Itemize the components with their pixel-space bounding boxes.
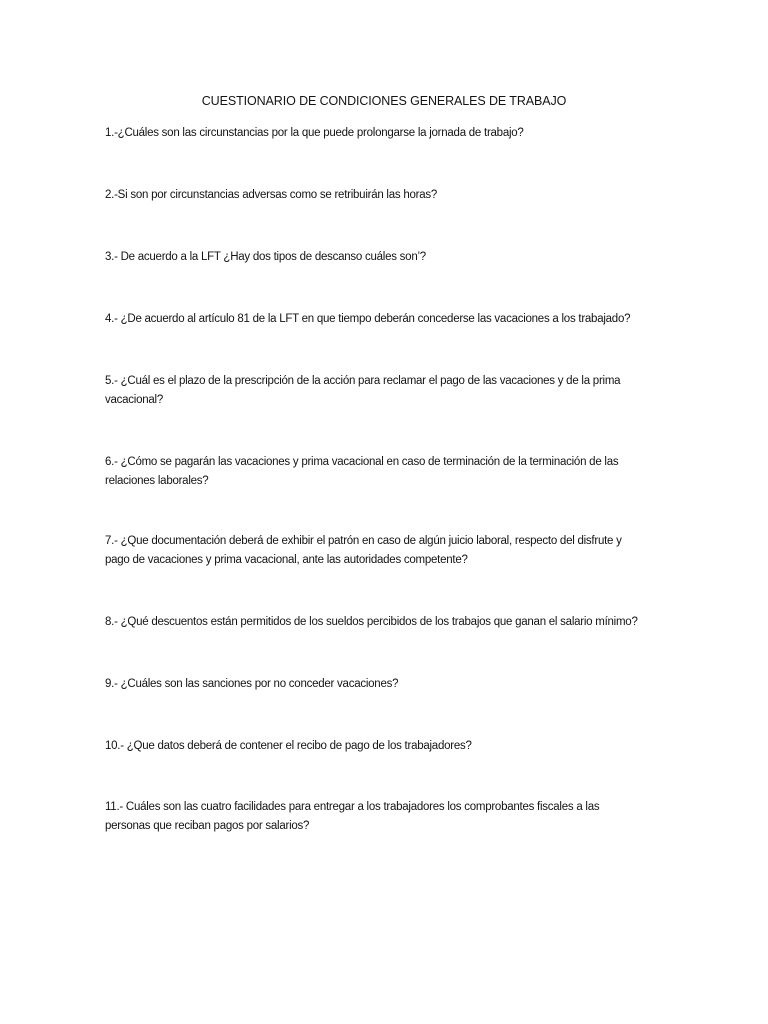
question-9 <box>105 675 680 694</box>
question-11 <box>105 798 680 836</box>
question-6 <box>105 453 680 491</box>
question-4 <box>105 310 680 329</box>
question-7-line-1: 7.- ¿Que documentación deberá de exhibir el patrón en caso de algún juicio laboral, respecto del disfrute y <box>105 535 622 547</box>
question-5 <box>105 372 680 410</box>
question-10-line-1: 10.- ¿Que datos deberá de contener el recibo de pago de los trabajadores? <box>105 740 472 752</box>
question-6-line-1: 6.- ¿Cómo se pagarán las vacaciones y prima vacacional en caso de terminación de la terminación de las <box>105 456 619 468</box>
document-title: CUESTIONARIO DE CONDICIONES GENERALES DE TRABAJO <box>201 94 567 108</box>
question-2 <box>105 186 680 205</box>
question-1 <box>105 124 680 143</box>
question-7 <box>105 532 680 570</box>
question-7-line-2: pago de vacaciones y prima vacacional, ante las autoridades competente? <box>105 554 468 566</box>
question-6-line-2: relaciones laborales? <box>105 475 209 487</box>
question-1-line-1: 1.-¿Cuáles son las circunstancias por la que puede prolongarse la jornada de trabajo? <box>105 127 524 139</box>
question-2-line-1: 2.-Si son por circunstancias adversas como se retribuirán las horas? <box>105 189 437 201</box>
question-9-line-1: 9.- ¿Cuáles son las sanciones por no conceder vacaciones? <box>105 678 399 690</box>
question-5-line-2: vacacional? <box>105 394 163 406</box>
question-3 <box>105 248 680 267</box>
question-8-line-1: 8.- ¿Qué descuentos están permitidos de los sueldos percibidos de los trabajos que ganan el salario mínimo? <box>105 616 638 628</box>
question-8 <box>105 613 680 632</box>
question-5-line-1: 5.- ¿Cuál es el plazo de la prescripción de la acción para reclamar el pago de las vacaciones y de la prima <box>105 375 621 387</box>
question-11-line-1: 11.- Cuáles son las cuatro facilidades para entregar a los trabajadores los comprobantes fiscales a las <box>105 801 600 813</box>
question-4-line-1: 4.- ¿De acuerdo al artículo 81 de la LFT en que tiempo deberán concederse las vacaciones a los trabajado? <box>105 313 631 325</box>
question-11-line-2: personas que reciban pagos por salarios? <box>105 820 310 832</box>
question-10 <box>105 737 680 756</box>
question-3-line-1: 3.- De acuerdo a la LFT ¿Hay dos tipos de descanso cuáles son’? <box>105 251 426 263</box>
